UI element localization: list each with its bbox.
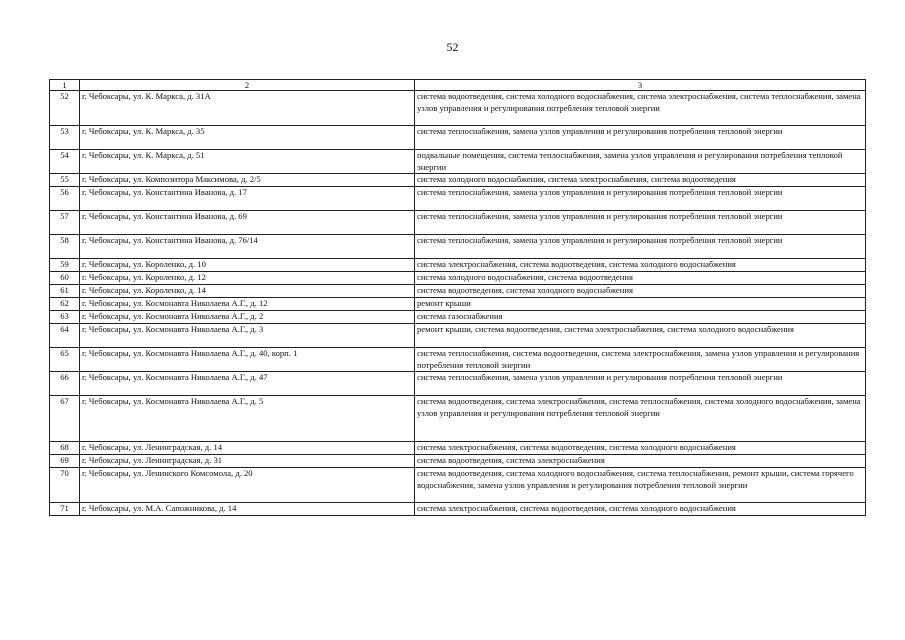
table-row: [50, 455, 866, 468]
table-row: [50, 372, 866, 396]
row-number-cell: 54: [50, 150, 80, 174]
table-row: [50, 91, 866, 126]
address-cell: г. Чебоксары, ул. Константина Иванова, д. 69: [80, 211, 415, 235]
works-cell: система электроснабжения, система водоотведения, система холодного водоснабжения: [415, 503, 866, 516]
row-number-cell: 64: [50, 324, 80, 348]
row-number-cell: 66: [50, 372, 80, 396]
repair-works-table: [49, 79, 866, 516]
row-number-cell: 57: [50, 211, 80, 235]
row-number-cell: 70: [50, 468, 80, 503]
works-cell: система электроснабжения, система водоотведения, система холодного водоснабжения: [415, 442, 866, 455]
table-row: [50, 324, 866, 348]
works-cell: подвальные помещения, система теплоснабжения, замена узлов управления и регулирования потребления тепловой энергии: [415, 150, 866, 174]
row-number-cell: 60: [50, 272, 80, 285]
address-cell: г. Чебоксары, ул. Константина Иванова, д. 17: [80, 187, 415, 211]
address-cell: г. Чебоксары, ул. Короленко, д. 10: [80, 259, 415, 272]
table-row: [50, 311, 866, 324]
address-cell: г. Чебоксары, ул. К. Маркса, д. 51: [80, 150, 415, 174]
row-number-cell: 61: [50, 285, 80, 298]
table-header-row: [50, 80, 866, 91]
address-cell: г. Чебоксары, ул. Константина Иванова, д. 76/14: [80, 235, 415, 259]
address-cell: г. Чебоксары, ул. К. Маркса, д. 35: [80, 126, 415, 150]
works-cell: ремонт крыши, система водоотведения, система электроснабжения, система холодного водоснабжения: [415, 324, 866, 348]
row-number-cell: 62: [50, 298, 80, 311]
works-cell: система теплоснабжения, замена узлов управления и регулирования потребления тепловой энергии: [415, 372, 866, 396]
row-number-cell: 52: [50, 91, 80, 126]
works-cell: система водоотведения, система электроснабжения: [415, 455, 866, 468]
row-number-cell: 58: [50, 235, 80, 259]
address-cell: г. Чебоксары, ул. Короленко, д. 14: [80, 285, 415, 298]
table-row: [50, 442, 866, 455]
address-cell: г. Чебоксары, ул. Ленинградская, д. 31: [80, 455, 415, 468]
works-cell: ремонт крыши: [415, 298, 866, 311]
address-cell: г. Чебоксары, ул. Космонавта Николаева А.Г., д. 40, корп. 1: [80, 348, 415, 372]
row-number-cell: 67: [50, 396, 80, 442]
address-cell: г. Чебоксары, ул. Космонавта Николаева А.Г., д. 5: [80, 396, 415, 442]
table-row: [50, 174, 866, 187]
table-row: [50, 211, 866, 235]
works-cell: система теплоснабжения, замена узлов управления и регулирования потребления тепловой энергии: [415, 211, 866, 235]
table-row: [50, 272, 866, 285]
row-number-cell: 55: [50, 174, 80, 187]
row-number-cell: 71: [50, 503, 80, 516]
row-number-cell: 65: [50, 348, 80, 372]
table-row: [50, 187, 866, 211]
table-row: [50, 348, 866, 372]
works-cell: система водоотведения, система холодного водоснабжения, система электроснабжения, система теплоснабжения, замена узлов управления и регулирования потребления тепловой энергии: [415, 91, 866, 126]
address-cell: г. Чебоксары, ул. Космонавта Николаева А.Г., д. 47: [80, 372, 415, 396]
row-number-cell: 59: [50, 259, 80, 272]
table-row: [50, 285, 866, 298]
table-body: [50, 91, 866, 516]
works-cell: система холодного водоснабжения, система водоотведения: [415, 272, 866, 285]
address-cell: г. Чебоксары, ул. Ленинского Комсомола, д. 20: [80, 468, 415, 503]
works-cell: система газоснабжения: [415, 311, 866, 324]
works-cell: система теплоснабжения, замена узлов управления и регулирования потребления тепловой энергии: [415, 235, 866, 259]
works-cell: система теплоснабжения, замена узлов управления и регулирования потребления тепловой энергии: [415, 126, 866, 150]
column-header-address: 2: [80, 80, 415, 91]
column-header-number: 1: [50, 80, 80, 91]
row-number-cell: 53: [50, 126, 80, 150]
table-row: [50, 150, 866, 174]
table-row: [50, 259, 866, 272]
table-row: [50, 503, 866, 516]
works-cell: система теплоснабжения, система водоотведения, система электроснабжения, замена узлов управления и регулирования потребления тепловой энергии: [415, 348, 866, 372]
works-cell: система водоотведения, система холодного водоснабжения, система теплоснабжения, ремонт крыши, система горячего водоснабжения, замена узлов управления и регулирования потребления тепловой энергии: [415, 468, 866, 503]
table-row: [50, 396, 866, 442]
column-header-works: 3: [415, 80, 866, 91]
row-number-cell: 68: [50, 442, 80, 455]
address-cell: г. Чебоксары, ул. Космонавта Николаева А.Г., д. 3: [80, 324, 415, 348]
page-number: 52: [446, 40, 459, 54]
works-cell: система водоотведения, система холодного водоснабжения: [415, 285, 866, 298]
table-row: [50, 235, 866, 259]
works-cell: система теплоснабжения, замена узлов управления и регулирования потребления тепловой энергии: [415, 187, 866, 211]
table-row: [50, 126, 866, 150]
table-row: [50, 468, 866, 503]
table-row: [50, 298, 866, 311]
address-cell: г. Чебоксары, ул. Короленко, д. 12: [80, 272, 415, 285]
address-cell: г. Чебоксары, ул. Ленинградская, д. 14: [80, 442, 415, 455]
address-cell: г. Чебоксары, ул. Космонавта Николаева А.Г., д. 12: [80, 298, 415, 311]
works-cell: система водоотведения, система электроснабжения, система теплоснабжения, система холодного водоснабжения, замена узлов управления и регулирования потребления тепловой энергии: [415, 396, 866, 442]
row-number-cell: 69: [50, 455, 80, 468]
address-cell: г. Чебоксары, ул. Композитора Максимова, д. 2/5: [80, 174, 415, 187]
address-cell: г. Чебоксары, ул. Космонавта Николаева А.Г., д. 2: [80, 311, 415, 324]
address-cell: г. Чебоксары, ул. М.А. Сапожникова, д. 14: [80, 503, 415, 516]
row-number-cell: 63: [50, 311, 80, 324]
row-number-cell: 56: [50, 187, 80, 211]
works-cell: система электроснабжения, система водоотведения, система холодного водоснабжения: [415, 259, 866, 272]
address-cell: г. Чебоксары, ул. К. Маркса, д. 31А: [80, 91, 415, 126]
works-cell: система холодного водоснабжения, система электроснабжения, система водоотведения: [415, 174, 866, 187]
